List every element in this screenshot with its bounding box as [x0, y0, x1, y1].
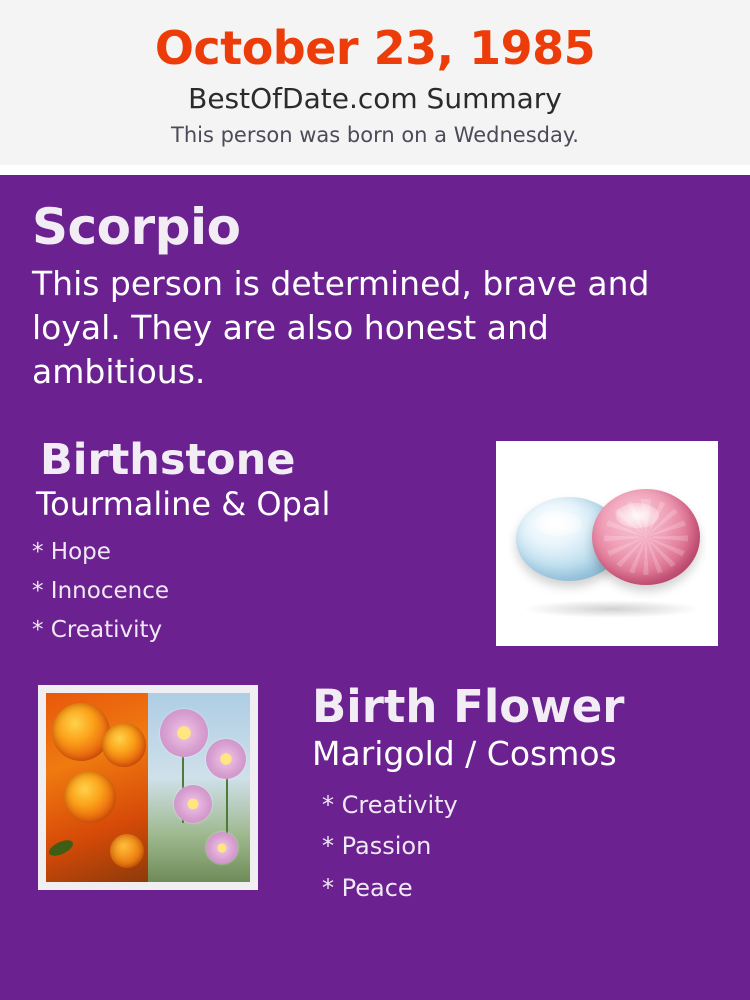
birthstone-traits-list [32, 533, 482, 650]
flower-stem [226, 777, 228, 837]
tourmaline-gem-icon [592, 489, 700, 585]
leaf-icon [47, 837, 76, 859]
list-item: * Hope [32, 538, 111, 565]
marigold-bloom [110, 834, 144, 868]
cosmos-bloom [174, 785, 212, 823]
birth-flower-image-inner [46, 693, 250, 882]
birth-flower-value: Marigold / Cosmos [312, 734, 617, 774]
birthstone-text-group [32, 437, 482, 650]
marigold-bloom [52, 703, 110, 761]
birthstone-section [32, 437, 718, 657]
marigold-bloom [102, 723, 146, 767]
list-item: * Creativity [322, 791, 458, 820]
birthstone-image [496, 441, 718, 646]
cosmos-bloom [206, 832, 238, 864]
birth-flower-section [32, 680, 718, 913]
site-summary-subtitle: BestOfDate.com Summary [188, 82, 562, 116]
zodiac-sign-name: Scorpio [32, 198, 241, 257]
born-day-text: This person was born on a Wednesday. [171, 123, 579, 148]
zodiac-description: This person is determined, brave and loyal. They are also honest and ambitious. [32, 263, 650, 391]
details-panel [0, 175, 750, 1000]
list-item: * Passion [322, 832, 432, 861]
header-divider [0, 165, 750, 175]
birth-flower-heading: Birth Flower [312, 680, 625, 734]
cosmos-bloom [206, 739, 246, 779]
cosmos-bloom [160, 709, 208, 757]
marigold-bloom [64, 771, 116, 823]
birthstone-heading: Birthstone [40, 435, 296, 486]
birthstone-image-inner [508, 453, 706, 634]
marigold-photo-icon [46, 693, 148, 882]
birth-flower-text-group [284, 680, 718, 908]
birth-flower-image [38, 685, 258, 890]
list-item: * Innocence [32, 577, 169, 604]
list-item: * Creativity [32, 616, 163, 643]
birthstone-value: Tourmaline & Opal [36, 484, 331, 523]
gem-shadow [522, 600, 702, 618]
cosmos-photo-icon [148, 693, 250, 882]
header [0, 0, 750, 165]
list-item: * Peace [322, 873, 413, 902]
page-title: October 23, 1985 [154, 21, 596, 75]
birth-flower-traits-list [284, 785, 718, 909]
